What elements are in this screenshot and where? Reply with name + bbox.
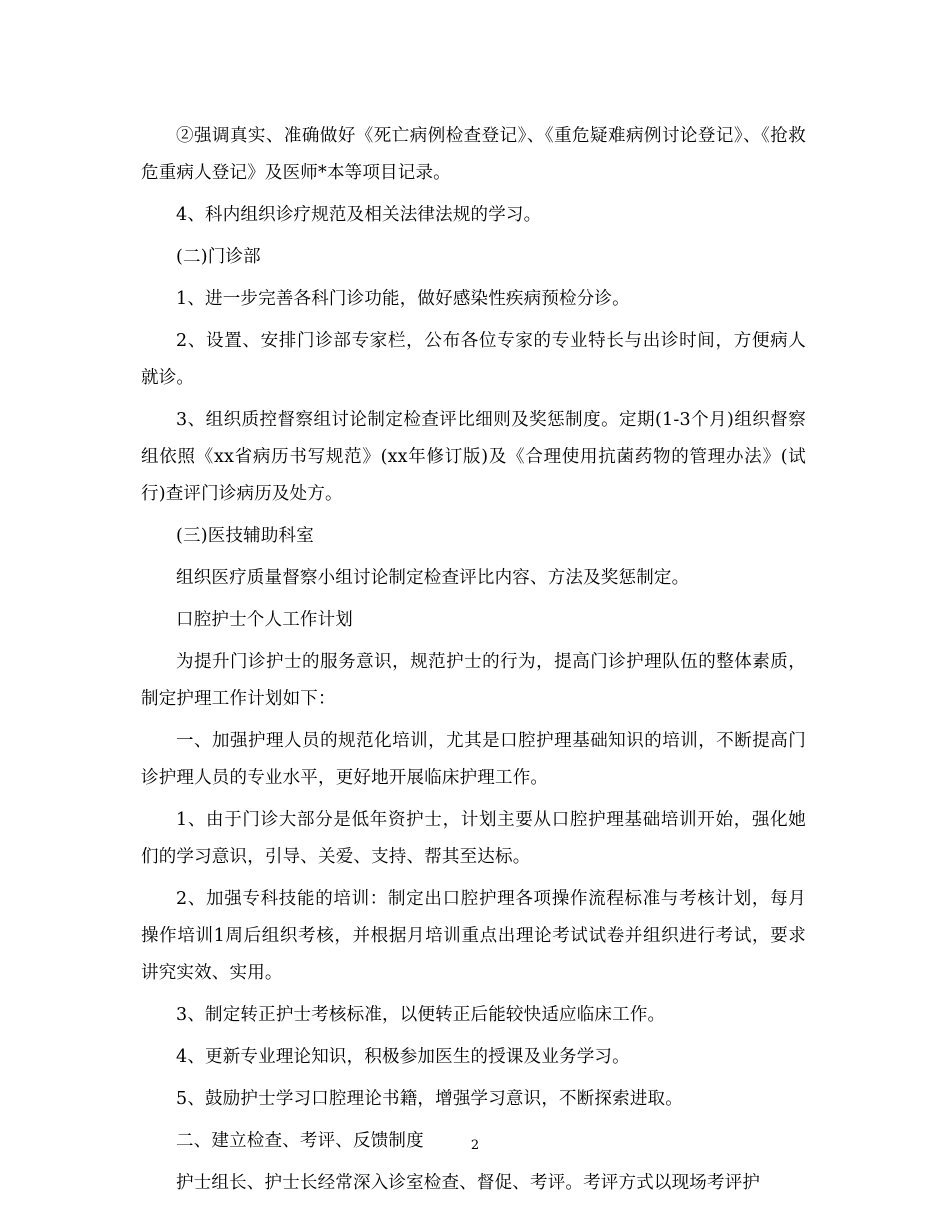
heading-outpatient-department: (二)门诊部: [176, 247, 261, 267]
paragraph-quality-supervision: 组织医疗质量督察小组讨论制定检查评比内容、方法及奖惩制定。: [176, 568, 690, 588]
paragraph-item-2: 2、加强专科技能的培训：制定出口腔护理各项操作流程标准与考核计划，每月操作培训1周后组织考核，并根据月培训重点出理论考试试卷并组织进行考试，要求讲究实效、实用。: [141, 889, 806, 983]
paragraph-expert-column: 2、设置、安排门诊部专家栏，公布各位专家的专业特长与出诊时间，方便病人就诊。: [141, 331, 806, 388]
paragraph-section-one: 一、加强护理人员的规范化培训，尤其是口腔护理基础知识的培训，不断提高门诊护理人员的专业水平，更好地开展临床护理工作。: [141, 731, 806, 788]
paragraph-study-regulations: 4、科内组织诊疗规范及相关法律法规的学习。: [176, 205, 542, 225]
paragraph-item-1: 1、由于门诊大部分是低年资护士，计划主要从口腔护理基础培训开始，强化她们的学习意识，引导、关爱、支持、帮其至达标。: [141, 810, 806, 867]
paragraph-section-two: 二、建立检查、考评、反馈制度: [176, 1131, 424, 1151]
heading-dental-nurse-plan: 口腔护士个人工作计划: [176, 610, 353, 630]
page-number: 2: [470, 1138, 480, 1153]
document-body: [141, 118, 806, 1207]
paragraph-inspection: 护士组长、护士长经常深入诊室检查、督促、考评。考评方式以现场考评护: [176, 1173, 761, 1193]
paragraph-quality-control: 3、组织质控督察组讨论制定检查评比细则及奖惩制度。定期(1-3个月)组织督察组依照《xx省病历书写规范》(xx年修订版)及《合理使用抗菌药物的管理办法》(试行)查评门诊病历及处方。: [141, 410, 806, 504]
heading-medical-technical-departments: (三)医技辅助科室: [176, 526, 314, 546]
paragraph-item-4: 4、更新专业理论知识，积极参加医生的授课及业务学习。: [176, 1047, 630, 1067]
paragraph-item-5: 5、鼓励护士学习口腔理论书籍，增强学习意识，不断探索进取。: [176, 1089, 683, 1109]
paragraph-outpatient-function: 1、进一步完善各科门诊功能，做好感染性疾病预检分诊。: [176, 289, 630, 309]
paragraph-plan-intro: 为提升门诊护士的服务意识，规范护士的行为，提高门诊护理队伍的整体素质，制定护理工作计划如下：: [141, 652, 806, 709]
paragraph-item-3: 3、制定转正护士考核标准，以便转正后能较快适应临床工作。: [176, 1005, 666, 1025]
paragraph-emphasize-records: ②强调真实、准确做好《死亡病例检查登记》、《重危疑难病例讨论登记》、《抢救危重病人登记》及医师*本等项目记录。: [141, 126, 806, 183]
